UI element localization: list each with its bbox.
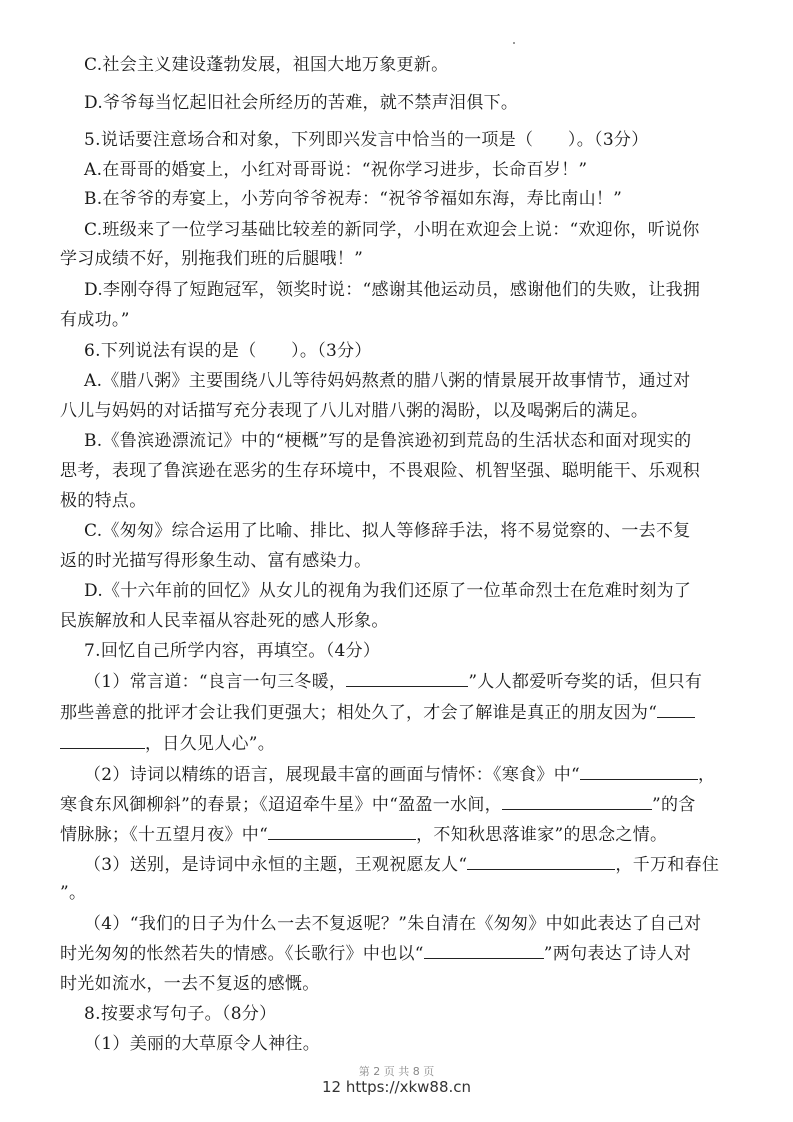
- q7-part4-line3: 时光如流水，一去不复返的感慨。: [60, 974, 320, 994]
- q5-stem: 5.说话要注意场合和对象，下列即兴发言中恰当的一项是（ ）。（3分）: [84, 130, 649, 150]
- q7-part1-text-a: （1）常言道：“良言一句三冬暖，: [84, 672, 347, 692]
- q5-option-c-line2: 学习成绩不好，别拖我们班的后腿哦！”: [60, 249, 364, 269]
- page-footer: [0, 1066, 793, 1096]
- q7-part1-text-d: ，日久见人心”。: [145, 734, 276, 754]
- q6-stem: 6.下列说法有误的是（ ）。（3分）: [84, 341, 372, 361]
- q6-option-c-line1: C.《匆匆》综合运用了比喻、排比、拟人等修辞手法，将不易觉察的、一去不复: [84, 521, 691, 541]
- q7-part2-text-e: 情脉脉；《十五望月夜》中“: [60, 825, 269, 845]
- page-number: 第 2 页 共 8 页: [358, 1065, 435, 1078]
- q4-option-d: D.爷爷每当忆起旧社会所经历的苦难，就不禁声泪俱下。: [84, 93, 519, 113]
- q7-part2-text-c: 寒食东风御柳斜”的春景；《迢迢牵牛星》中“盈盈一水间，: [60, 795, 502, 815]
- q7-part2-text-a: （2）诗词以精练的语言，展现最丰富的画面与情怀：《寒食》中“: [84, 765, 581, 785]
- q6-option-d-line1: D.《十六年前的回忆》从女儿的视角为我们还原了一位革命烈士在危难时刻为了: [84, 581, 692, 601]
- answer-blank-7[interactable]: [424, 939, 544, 959]
- footer-url[interactable]: 12 https://xkw88.cn: [321, 1078, 472, 1096]
- q7-stem: 7.回忆自己所学内容，再填空。（4分）: [84, 641, 381, 661]
- answer-blank-2a[interactable]: [657, 698, 695, 718]
- q7-part4-text-c: ”两句表达了诗人对: [543, 944, 692, 964]
- q7-part1-text-c: 那些善意的批评才会让我们更强大；相处久了，才会了解谁是真正的朋友因为“: [60, 703, 658, 723]
- q6-option-b-line1: B.《鲁滨逊漂流记》中的“梗概”写的是鲁滨逊初到荒岛的生活状态和面对现实的: [84, 431, 692, 451]
- q7-part1-text-b: ”人人都爱听夸奖的话，但只有: [468, 672, 703, 692]
- q7-part3-line1: [84, 850, 774, 880]
- answer-blank-2b[interactable]: [60, 729, 145, 749]
- q6-option-a-line2: 八儿与妈妈的对话描写充分表现了八儿对腊八粥的渴盼，以及喝粥后的满足。: [60, 401, 649, 421]
- answer-blank-5[interactable]: [268, 820, 416, 840]
- q5-option-a: A.在哥哥的婚宴上，小红对哥哥说：“祝你学习进步，长命百岁！”: [84, 160, 588, 180]
- q4-option-c: C.社会主义建设蓬勃发展，祖国大地万象更新。: [84, 55, 449, 75]
- q8-part1: （1）美丽的大草原令人神往。: [84, 1034, 321, 1054]
- q6-option-b-line2: 思考，表现了鲁滨逊在恶劣的生存环境中，不畏艰险、机智坚强、聪明能干、乐观积: [60, 461, 701, 481]
- q6-option-b-line3: 极的特点。: [60, 491, 147, 511]
- q6-option-a-line1: A.《腊八粥》主要围绕八儿等待妈妈熬煮的腊八粥的情景展开故事情节，通过对: [84, 371, 691, 391]
- answer-blank-3[interactable]: [580, 760, 698, 780]
- q5-option-d-line1: D.李刚夺得了短跑冠军，领奖时说：“感谢其他运动员，感谢他们的失败，让我拥: [84, 280, 701, 300]
- q7-part2-text-d: ”的含: [651, 795, 696, 815]
- q7-part2-line3: [60, 820, 750, 850]
- q7-part1-line1: [84, 667, 774, 697]
- q7-part2-text-f: ，不知秋思落谁家”的思念之情。: [416, 825, 668, 845]
- q7-part2-line2: [60, 790, 750, 820]
- answer-blank-6[interactable]: [467, 850, 615, 870]
- speck-mark: [513, 42, 515, 44]
- q5-option-c-line1: C.班级来了一位学习基础比较差的新同学，小明在欢迎会上说：“欢迎你，听说你: [84, 220, 700, 240]
- q7-part4-text-b: 时光匆匆的怅然若失的情感。《长歌行》中也以“: [60, 944, 424, 964]
- q7-part1-line3: [60, 729, 750, 759]
- answer-blank-1[interactable]: [346, 667, 468, 687]
- q7-part3-text-a: （3）送别，是诗词中永恒的主题，王观祝愿友人“: [84, 855, 468, 875]
- q7-part2-line1: [84, 760, 774, 790]
- q5-option-b: B.在爷爷的寿宴上，小芳向爷爷祝寿：“祝爷爷福如东海，寿比南山！”: [84, 189, 623, 209]
- answer-blank-4[interactable]: [502, 790, 652, 810]
- q5-option-d-line2: 有成功。”: [60, 310, 130, 330]
- q7-part1-line2: [60, 698, 750, 728]
- q7-part3-text-b: ，千万和春住: [615, 855, 720, 875]
- q7-part4-line2: [60, 939, 750, 969]
- q7-part4-line1: （4）“我们的日子为什么一去不复返呢？”朱自清在《匆匆》中如此表达了自己对: [84, 914, 702, 934]
- q6-option-d-line2: 民族解放和人民幸福从容赴死的感人形象。: [60, 611, 389, 631]
- q8-stem: 8.按要求写句子。（8分）: [84, 1004, 277, 1024]
- q7-part3-line2: ”。: [60, 883, 87, 903]
- q6-option-c-line2: 返的时光描写得形象生动、富有感染力。: [60, 551, 372, 571]
- q7-part2-text-b: ，: [698, 765, 716, 785]
